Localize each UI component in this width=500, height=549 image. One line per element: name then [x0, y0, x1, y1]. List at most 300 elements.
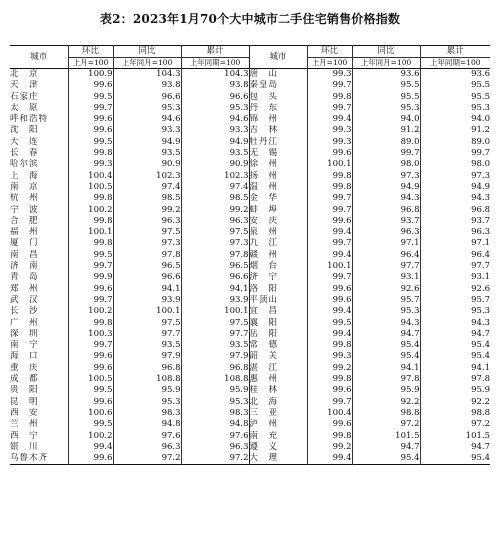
cum-value-cell: 92.6	[420, 284, 490, 295]
city-name-cell: 南 京	[10, 181, 39, 192]
yoy-header: 同比	[113, 46, 181, 58]
mom-value-cell: 99.6	[307, 216, 352, 227]
mom-value-cell: 99.4	[68, 442, 113, 453]
yoy-value-cell: 98.3	[113, 408, 181, 419]
yoy-header: 同比	[352, 46, 420, 58]
cum-value-cell: 96.6	[181, 92, 249, 103]
city-name-cell: 哈尔滨	[10, 159, 39, 170]
mom-value-cell: 99.4	[307, 453, 352, 465]
cum-value-cell: 93.3	[181, 125, 249, 136]
yoy-value-cell: 98.0	[352, 159, 420, 170]
yoy-value-cell: 94.9	[113, 137, 181, 148]
cum-value-cell: 94.7	[420, 442, 490, 453]
table-row	[10, 227, 490, 238]
mom-value-cell: 100.2	[68, 306, 113, 317]
mom-value-cell: 99.8	[68, 148, 113, 159]
mom-value-cell: 99.8	[307, 171, 352, 182]
yoy-value-cell: 97.8	[113, 250, 181, 261]
mom-value-cell: 99.3	[68, 159, 113, 170]
table-row	[10, 261, 490, 272]
cum-value-cell: 95.5	[420, 80, 490, 91]
mom-value-cell: 99.6	[68, 114, 113, 125]
cum-value-cell: 96.8	[420, 205, 490, 216]
city-name-cell: 丹 东	[249, 103, 307, 114]
yoy-value-cell: 95.9	[113, 385, 181, 396]
mom-value-cell: 99.7	[68, 295, 113, 306]
yoy-value-cell: 93.8	[113, 80, 181, 91]
cum-value-cell: 97.7	[420, 261, 490, 272]
table-row	[10, 385, 490, 396]
city-name-cell: 天 津	[10, 80, 39, 91]
table-row	[10, 193, 490, 204]
city-name-cell: 乌鲁木齐	[10, 453, 49, 464]
cum-value-cell: 99.2	[181, 205, 249, 216]
city-name-cell: 南 充	[249, 431, 307, 442]
city-name-cell: 厦 门	[10, 238, 39, 249]
city-name-cell: 锦 州	[249, 114, 307, 125]
city-name-cell: 包 头	[249, 92, 307, 103]
yoy-value-cell: 102.3	[113, 171, 181, 182]
cum-value-cell: 95.5	[420, 92, 490, 103]
city-name-cell: 无 锡	[249, 148, 307, 159]
yoy-value-cell: 108.8	[113, 374, 181, 385]
mom-value-cell: 99.3	[307, 351, 352, 362]
mom-value-cell: 99.8	[68, 318, 113, 329]
mom-value-cell: 99.7	[68, 340, 113, 351]
yoy-value-cell: 93.9	[113, 295, 181, 306]
mom-value-cell: 99.5	[68, 419, 113, 430]
mom-value-cell: 99.8	[307, 431, 352, 442]
cum-value-cell: 94.7	[420, 329, 490, 340]
yoy-value-cell: 94.7	[352, 329, 420, 340]
yoy-value-cell: 104.3	[113, 69, 181, 81]
mom-value-cell: 99.5	[68, 92, 113, 103]
mom-value-cell: 99.6	[307, 419, 352, 430]
table-row	[10, 284, 490, 295]
city-name-cell: 重 庆	[10, 362, 39, 373]
mom-value-cell: 99.7	[307, 238, 352, 249]
yoy-value-cell: 93.5	[113, 148, 181, 159]
city-name-cell: 九 江	[249, 238, 307, 249]
yoy-value-cell: 95.5	[352, 92, 420, 103]
city-name-cell: 武 汉	[10, 294, 39, 305]
city-header: 城市	[30, 51, 48, 62]
mom-value-cell: 100.5	[68, 182, 113, 193]
table-row	[10, 340, 490, 351]
yoy-value-cell: 90.9	[113, 159, 181, 170]
city-name-cell: 唐 山	[249, 69, 307, 81]
cum-value-cell: 97.8	[420, 374, 490, 385]
cum-value-cell: 93.7	[420, 216, 490, 227]
table-row	[10, 114, 490, 125]
table-row	[10, 431, 490, 442]
yoy-value-cell: 96.4	[352, 250, 420, 261]
mom-base-header: 上月=100	[307, 58, 352, 69]
cum-value-cell: 104.3	[181, 69, 249, 81]
mom-value-cell: 99.7	[68, 103, 113, 114]
cum-value-cell: 97.3	[181, 238, 249, 249]
mom-value-cell: 99.3	[307, 69, 352, 81]
mom-value-cell: 99.8	[307, 374, 352, 385]
city-name-cell: 济 宁	[249, 272, 307, 283]
cum-value-cell: 94.6	[181, 114, 249, 125]
mom-value-cell: 99.8	[307, 182, 352, 193]
yoy-value-cell: 91.2	[352, 125, 420, 136]
cum-value-cell: 96.3	[420, 227, 490, 238]
mom-value-cell: 99.8	[68, 193, 113, 204]
yoy-value-cell: 96.6	[113, 272, 181, 283]
mom-value-cell: 99.7	[307, 272, 352, 283]
city-name-cell: 韶 关	[249, 351, 307, 362]
city-name-cell: 南 宁	[10, 340, 39, 351]
mom-value-cell: 99.7	[68, 261, 113, 272]
cum-header: 累计	[420, 46, 490, 58]
mom-value-cell: 100.5	[68, 374, 113, 385]
city-name-cell: 惠 州	[249, 374, 307, 385]
city-name-cell: 桂 林	[249, 385, 307, 396]
city-name-cell: 广 州	[10, 317, 39, 328]
cum-value-cell: 97.5	[181, 227, 249, 238]
mom-value-cell: 100.4	[68, 171, 113, 182]
table-row	[10, 69, 490, 81]
cum-value-cell: 90.9	[181, 159, 249, 170]
yoy-value-cell: 97.5	[113, 227, 181, 238]
cum-value-cell: 97.1	[420, 238, 490, 249]
mom-value-cell: 99.6	[68, 80, 113, 91]
cum-value-cell: 95.3	[181, 397, 249, 408]
city-name-cell: 宜 昌	[249, 306, 307, 317]
table-row	[10, 92, 490, 103]
cum-value-cell: 94.9	[420, 182, 490, 193]
city-name-cell: 吉 林	[249, 125, 307, 136]
yoy-value-cell: 94.3	[352, 318, 420, 329]
table-row	[10, 250, 490, 261]
city-name-cell: 昆 明	[10, 396, 39, 407]
city-name-cell: 大 连	[10, 136, 39, 147]
yoy-value-cell: 95.3	[352, 306, 420, 317]
mom-value-cell: 99.8	[68, 216, 113, 227]
table-row	[10, 238, 490, 249]
cum-value-cell: 91.2	[420, 125, 490, 136]
yoy-value-cell: 97.3	[352, 171, 420, 182]
city-name-cell: 西 安	[10, 407, 39, 418]
table-row	[10, 272, 490, 283]
mom-header: 环比	[68, 46, 113, 58]
cum-value-cell: 94.8	[181, 419, 249, 430]
cum-value-cell: 97.6	[181, 431, 249, 442]
yoy-value-cell: 95.3	[352, 103, 420, 114]
table-row	[10, 374, 490, 385]
yoy-value-cell: 93.3	[113, 125, 181, 136]
city-name-cell: 安 庆	[249, 216, 307, 227]
yoy-value-cell: 98.5	[113, 193, 181, 204]
city-name-cell: 兰 州	[10, 419, 39, 430]
mom-value-cell: 99.4	[307, 250, 352, 261]
yoy-value-cell: 97.7	[113, 329, 181, 340]
city-name-cell: 温 州	[249, 182, 307, 193]
table-row	[10, 171, 490, 182]
city-name-cell: 三 亚	[249, 408, 307, 419]
yoy-value-cell: 94.0	[352, 114, 420, 125]
yoy-value-cell: 97.2	[113, 453, 181, 465]
city-name-cell: 湛 江	[249, 363, 307, 374]
yoy-value-cell: 95.3	[113, 397, 181, 408]
cum-value-cell: 95.4	[420, 340, 490, 351]
mom-value-cell: 100.1	[68, 227, 113, 238]
yoy-value-cell: 101.5	[352, 431, 420, 442]
city-name-cell: 泉 州	[249, 227, 307, 238]
cum-value-cell: 98.3	[181, 408, 249, 419]
city-name-cell: 烟 台	[249, 261, 307, 272]
cum-value-cell: 95.3	[420, 306, 490, 317]
table-row	[10, 453, 490, 465]
table-row	[10, 318, 490, 329]
yoy-value-cell: 99.7	[352, 148, 420, 159]
city-name-cell: 牡丹江	[249, 137, 307, 148]
cum-value-cell: 97.3	[420, 171, 490, 182]
cum-value-cell: 93.8	[181, 80, 249, 91]
yoy-value-cell: 96.8	[113, 363, 181, 374]
city-name-cell: 深 圳	[10, 328, 39, 339]
mom-value-cell: 99.2	[307, 442, 352, 453]
table-row	[10, 363, 490, 374]
table-row	[10, 216, 490, 227]
cum-value-cell: 98.0	[420, 159, 490, 170]
mom-value-cell: 99.2	[307, 363, 352, 374]
mom-value-cell: 99.8	[307, 92, 352, 103]
city-name-cell: 杭 州	[10, 193, 39, 204]
yoy-value-cell: 94.1	[352, 363, 420, 374]
table-row	[10, 125, 490, 136]
mom-value-cell: 100.9	[68, 69, 113, 81]
cum-value-cell: 98.5	[181, 193, 249, 204]
table-row	[10, 442, 490, 453]
mom-value-cell: 99.7	[307, 193, 352, 204]
cum-value-cell: 95.7	[420, 295, 490, 306]
cum-value-cell: 97.7	[181, 329, 249, 340]
city-header: 城市	[249, 46, 307, 69]
city-name-cell: 扬 州	[249, 171, 307, 182]
city-name-cell: 长 沙	[10, 306, 39, 317]
table-row	[10, 329, 490, 340]
yoy-value-cell: 97.1	[352, 238, 420, 249]
cum-value-cell: 97.5	[181, 318, 249, 329]
city-name-cell: 北 海	[249, 397, 307, 408]
city-name-cell: 上 海	[10, 170, 39, 181]
cum-value-cell: 95.9	[420, 385, 490, 396]
mom-value-cell: 100.1	[307, 261, 352, 272]
mom-value-cell: 100.2	[68, 205, 113, 216]
yoy-value-cell: 93.6	[352, 69, 420, 81]
yoy-value-cell: 95.3	[113, 103, 181, 114]
cum-value-cell: 97.4	[181, 182, 249, 193]
city-name-cell: 蚌 埠	[249, 205, 307, 216]
cum-value-cell: 97.2	[420, 419, 490, 430]
mom-value-cell: 100.1	[307, 159, 352, 170]
city-name-cell: 南 昌	[10, 249, 39, 260]
table-row	[10, 397, 490, 408]
mom-value-cell: 99.5	[68, 385, 113, 396]
mom-value-cell: 99.6	[307, 148, 352, 159]
mom-value-cell: 99.5	[307, 318, 352, 329]
cum-value-cell: 94.0	[420, 114, 490, 125]
mom-value-cell: 99.6	[68, 397, 113, 408]
mom-value-cell: 99.6	[307, 385, 352, 396]
city-name-cell: 金 华	[249, 193, 307, 204]
cum-value-cell: 96.6	[181, 272, 249, 283]
yoy-value-cell: 97.9	[113, 351, 181, 362]
yoy-value-cell: 97.3	[113, 238, 181, 249]
mom-value-cell: 100.3	[68, 329, 113, 340]
yoy-value-cell: 94.1	[113, 284, 181, 295]
cum-value-cell: 102.3	[181, 171, 249, 182]
table-row	[10, 351, 490, 362]
mom-base-header: 上月=100	[68, 58, 113, 69]
yoy-value-cell: 96.5	[113, 261, 181, 272]
mom-value-cell: 99.6	[68, 125, 113, 136]
mom-value-cell: 99.9	[68, 272, 113, 283]
city-name-cell: 银 川	[10, 441, 39, 452]
yoy-value-cell: 95.4	[352, 340, 420, 351]
city-name-cell: 岳 阳	[249, 329, 307, 340]
city-name-cell: 北 京	[10, 69, 39, 79]
yoy-value-cell: 95.4	[352, 453, 420, 465]
table-row	[10, 80, 490, 91]
city-name-cell: 宁 波	[10, 204, 39, 215]
mom-value-cell: 99.8	[307, 340, 352, 351]
city-name-cell: 沈 阳	[10, 125, 39, 136]
cum-value-cell: 93.5	[181, 148, 249, 159]
cum-value-cell: 101.5	[420, 431, 490, 442]
city-name-cell: 合 肥	[10, 215, 39, 226]
cum-value-cell: 96.3	[181, 442, 249, 453]
cum-value-cell: 95.3	[181, 103, 249, 114]
table-row	[10, 408, 490, 419]
cum-value-cell: 95.4	[420, 453, 490, 465]
mom-value-cell: 99.7	[307, 397, 352, 408]
yoy-value-cell: 92.2	[352, 397, 420, 408]
table-header	[10, 46, 490, 69]
cum-value-cell: 89.0	[420, 137, 490, 148]
cum-value-cell: 96.3	[181, 216, 249, 227]
city-name-cell: 平顶山	[249, 295, 307, 306]
yoy-value-cell: 93.5	[113, 340, 181, 351]
mom-value-cell: 99.3	[307, 137, 352, 148]
yoy-value-cell: 89.0	[352, 137, 420, 148]
yoy-value-cell: 96.3	[113, 216, 181, 227]
table-row	[10, 103, 490, 114]
mom-value-cell: 99.6	[68, 351, 113, 362]
city-name-cell: 长 春	[10, 148, 39, 159]
yoy-value-cell: 96.3	[113, 442, 181, 453]
cum-base-header: 上年同期=100	[420, 58, 490, 69]
city-name-cell: 秦皇岛	[249, 80, 307, 91]
mom-value-cell: 99.7	[307, 80, 352, 91]
cum-value-cell: 97.2	[181, 453, 249, 465]
yoy-value-cell: 97.2	[352, 419, 420, 430]
city-name-cell: 成 都	[10, 374, 39, 385]
price-index-table	[10, 45, 490, 465]
cum-value-cell: 96.8	[181, 363, 249, 374]
cum-value-cell: 95.3	[420, 103, 490, 114]
yoy-value-cell: 93.7	[352, 216, 420, 227]
yoy-value-cell: 97.8	[352, 374, 420, 385]
yoy-value-cell: 97.5	[113, 318, 181, 329]
cum-value-cell: 99.7	[420, 148, 490, 159]
mom-value-cell: 99.6	[68, 453, 113, 465]
mom-value-cell: 99.7	[307, 205, 352, 216]
cum-value-cell: 95.9	[181, 385, 249, 396]
yoy-value-cell: 94.8	[113, 419, 181, 430]
mom-value-cell: 99.4	[307, 329, 352, 340]
mom-value-cell: 99.6	[68, 284, 113, 295]
yoy-value-cell: 95.4	[352, 351, 420, 362]
city-name-cell: 海 口	[10, 351, 39, 362]
cum-value-cell: 95.4	[420, 351, 490, 362]
city-name-cell: 徐 州	[249, 159, 307, 170]
mom-value-cell: 99.5	[68, 250, 113, 261]
city-name-cell: 常 德	[249, 340, 307, 351]
mom-value-cell: 99.4	[307, 227, 352, 238]
cum-header: 累计	[181, 46, 249, 58]
mom-value-cell: 99.7	[307, 103, 352, 114]
cum-value-cell: 100.1	[181, 306, 249, 317]
cum-value-cell: 97.8	[181, 250, 249, 261]
yoy-value-cell: 98.8	[352, 408, 420, 419]
city-name-cell: 石家庄	[10, 91, 39, 102]
yoy-value-cell: 96.3	[352, 227, 420, 238]
city-name-cell: 洛 阳	[249, 284, 307, 295]
mom-value-cell: 99.4	[307, 306, 352, 317]
city-name-cell: 呼和浩特	[10, 114, 49, 125]
cum-value-cell: 93.1	[420, 272, 490, 283]
yoy-value-cell: 97.6	[113, 431, 181, 442]
mom-value-cell: 99.6	[307, 295, 352, 306]
city-name-cell: 贵 阳	[10, 385, 39, 396]
cum-value-cell: 94.3	[420, 193, 490, 204]
yoy-value-cell: 96.6	[113, 92, 181, 103]
table-row	[10, 205, 490, 216]
yoy-value-cell: 95.5	[352, 80, 420, 91]
table-row	[10, 295, 490, 306]
yoy-value-cell: 94.9	[352, 182, 420, 193]
cum-value-cell: 96.4	[420, 250, 490, 261]
cum-base-header: 上年同期=100	[181, 58, 249, 69]
table-row	[10, 182, 490, 193]
table-row	[10, 419, 490, 430]
yoy-value-cell: 100.1	[113, 306, 181, 317]
mom-header: 环比	[307, 46, 352, 58]
yoy-value-cell: 93.1	[352, 272, 420, 283]
cum-value-cell: 93.5	[181, 340, 249, 351]
cum-value-cell: 93.6	[420, 69, 490, 81]
mom-value-cell: 100.2	[68, 431, 113, 442]
table-row	[10, 148, 490, 159]
yoy-value-cell: 96.8	[352, 205, 420, 216]
yoy-value-cell: 99.2	[113, 205, 181, 216]
city-name-cell: 太 原	[10, 102, 39, 113]
cum-value-cell: 94.1	[181, 284, 249, 295]
yoy-base-header: 上年同月=100	[352, 58, 420, 69]
city-name-cell: 福 州	[10, 227, 39, 238]
city-name-cell: 赣 州	[249, 250, 307, 261]
yoy-value-cell: 94.6	[113, 114, 181, 125]
cum-value-cell: 108.8	[181, 374, 249, 385]
mom-value-cell: 99.6	[307, 284, 352, 295]
yoy-value-cell: 94.3	[352, 193, 420, 204]
table-body	[10, 69, 490, 465]
yoy-base-header: 上年同月=100	[113, 58, 181, 69]
